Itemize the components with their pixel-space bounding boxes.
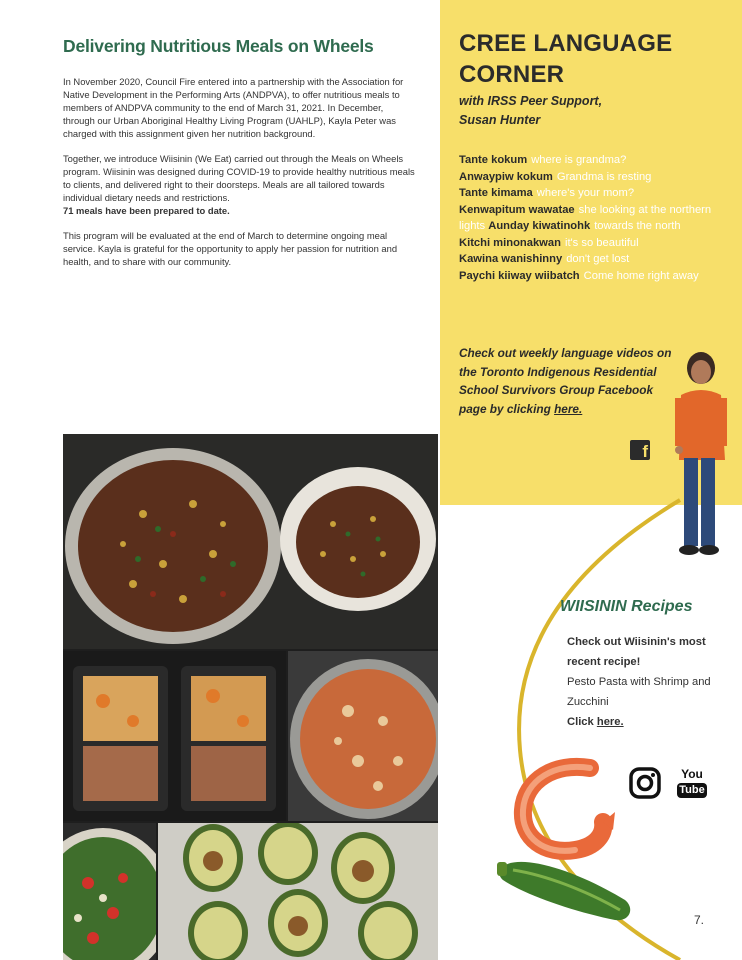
cree-subtitle-line-1: with IRSS Peer Support, bbox=[459, 94, 603, 108]
language-videos-callout bbox=[459, 344, 674, 418]
cooking-pan-photo bbox=[288, 651, 438, 821]
english-translation: where's your mom? bbox=[536, 187, 635, 199]
cree-phrase: Tante kokum bbox=[459, 154, 528, 166]
bean-salad-bowls-photo bbox=[63, 434, 438, 649]
english-translation: it's so beautiful bbox=[564, 236, 639, 249]
cree-subtitle bbox=[459, 92, 709, 130]
recipe-here-link[interactable]: here. bbox=[596, 716, 624, 728]
cree-subtitle-line-2: Susan Hunter bbox=[459, 113, 541, 127]
article-paragraph-1: In November 2020, Council Fire entered into a partnership with the Association for Native Development in the Performing Arts (ANDPVA), to offer nutritious meals to members of ANDPVA community to the end of March 31, 2021. In December, through our Urban Aboriginal Healthy Living Program (UAHLP), Kayla Peter was charged with this assignment given her nutrition background. bbox=[63, 76, 404, 139]
shrimp-zucchini-illustration bbox=[495, 750, 645, 940]
cree-language-title bbox=[459, 28, 672, 90]
facebook-here-link[interactable]: here. bbox=[554, 401, 583, 416]
susan-hunter-photo bbox=[663, 350, 733, 565]
english-translation: where is grandma? bbox=[531, 154, 627, 166]
english-translation: Grandma is resting bbox=[556, 170, 652, 183]
language-videos-text: Check out weekly language videos on the Toronto Indigenous Residential School Survivors Group Facebook page by clicking bbox=[459, 346, 672, 416]
recipe-click-label: Click bbox=[567, 716, 594, 728]
cree-phrase: Kenwapitum wawatae bbox=[459, 203, 575, 216]
cree-title-line-2: CORNER bbox=[459, 61, 565, 88]
english-translation: towards the north bbox=[594, 220, 681, 232]
avocado-halves-photo bbox=[158, 823, 438, 960]
english-translation: don't get lost bbox=[566, 253, 630, 265]
cree-phrase: Anwaypiw kokum bbox=[459, 170, 553, 183]
youtube-you-text: You bbox=[681, 767, 703, 781]
recipe-name: Pesto Pasta with Shrimp and Zucchini bbox=[567, 676, 711, 708]
food-photo-collage bbox=[63, 434, 438, 960]
cree-phrase-list bbox=[459, 152, 729, 284]
cree-phrase: Kitchi minonakwan bbox=[459, 236, 561, 249]
recipe-intro: Check out Wiisinin's most recent recipe! bbox=[567, 636, 706, 668]
wiisinin-recipes-section bbox=[560, 598, 735, 732]
cree-title-line-1: CREE LANGUAGE bbox=[459, 30, 673, 57]
youtube-icon[interactable] bbox=[677, 768, 707, 802]
page-number: 7. bbox=[694, 913, 705, 927]
english-translation: Come home right away bbox=[583, 269, 699, 282]
english-translation: she looking at the northern lights bbox=[459, 203, 712, 232]
article-paragraph-3: This program will be evaluated at the end of March to determine ongoing meal service. Kayla is grateful for the opportunity to apply her passion for nutrition and health, and to share with our community. bbox=[63, 230, 398, 267]
meals-count-statement: 71 meals have been prepared to date. bbox=[63, 205, 230, 216]
youtube-tube-text: Tube bbox=[677, 783, 707, 798]
meal-containers-photo bbox=[63, 651, 286, 821]
article-paragraph-2 bbox=[63, 152, 415, 217]
article-title: Delivering Nutritious Meals on Wheels bbox=[63, 36, 374, 56]
recipes-title: WIISININ Recipes bbox=[560, 598, 693, 615]
vegetable-salad-photo bbox=[63, 823, 156, 960]
recipes-text bbox=[560, 632, 735, 732]
cree-phrase: Tante kimama bbox=[459, 187, 533, 199]
cree-phrase: Aunday kiwatinohk bbox=[488, 220, 591, 232]
cree-phrase: Paychi kiiway wiibatch bbox=[459, 269, 580, 282]
article bbox=[63, 36, 415, 280]
article-paragraph-2-text: Together, we introduce Wiisinin (We Eat) carried out through the Meals on Wheels program. Wiisinin was designed during COVID-19 to provide healthy nutritious meals to clients, and delivered right to their doorsteps. Meals are all tailored towards individual dietary needs and restrictions. bbox=[63, 153, 415, 203]
cree-phrase: Kawina wanishinny bbox=[459, 253, 563, 265]
facebook-icon[interactable]: f bbox=[630, 440, 650, 460]
